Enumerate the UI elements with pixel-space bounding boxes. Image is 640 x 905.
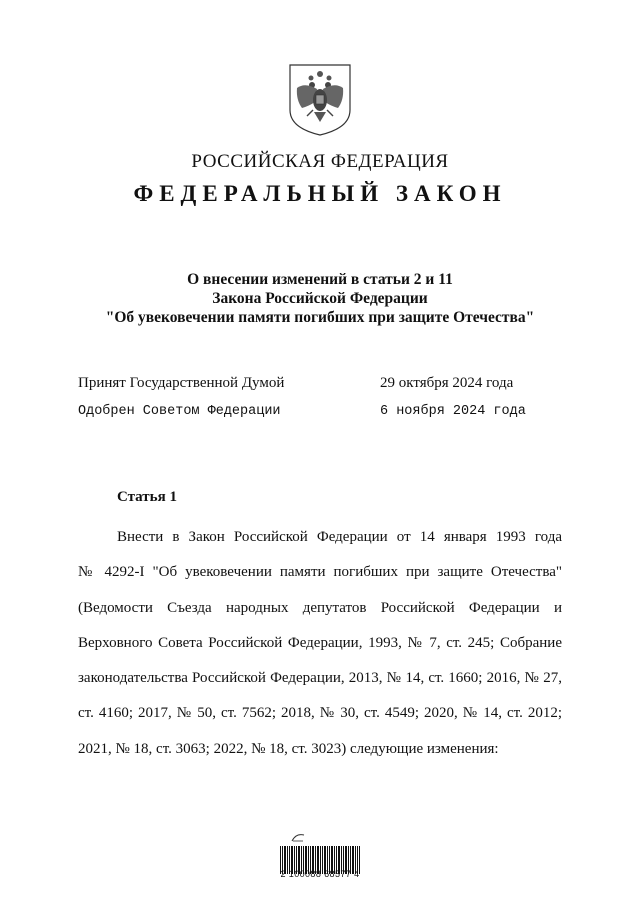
- document-type-title: ФЕДЕРАЛЬНЫЙ ЗАКОН: [133, 181, 507, 206]
- barcode-logo-icon: [290, 832, 306, 842]
- country-name: РОССИЙСКАЯ ФЕДЕРАЦИЯ: [191, 151, 449, 172]
- article-line: Верховного Совета Российской Федерации, 1993, № 7, ст. 245; Собрание: [78, 634, 562, 651]
- article-body: [78, 520, 562, 767]
- coat-of-arms-icon: [287, 62, 353, 138]
- council-approval-date: 6 ноября 2024 года: [380, 404, 526, 419]
- law-name-line: Закона Российской Федерации: [212, 290, 428, 307]
- article-line: ст. 4160; 2017, № 50, ст. 7562; 2018, № 30, ст. 4549; 2020, № 14, ст. 2012;: [78, 705, 562, 722]
- law-name-line: О внесении изменений в статьи 2 и 11: [187, 271, 453, 288]
- article-line: 2021, № 18, ст. 3063; 2022, № 18, ст. 3023) следующие изменения:: [78, 740, 499, 757]
- article-line: законодательства Российской Федерации, 2013, № 14, ст. 1660; 2016, № 27,: [78, 670, 562, 687]
- article-line: Внести в Закон Российской Федерации от 14 января 1993 года: [117, 529, 562, 545]
- article-heading: Статья 1: [117, 489, 177, 505]
- council-approval-label: Одобрен Советом Федерации: [78, 404, 281, 419]
- barcode-number: 2 100088 68577 4: [280, 869, 360, 879]
- duma-adoption-label: Принят Государственной Думой: [78, 375, 285, 391]
- duma-adoption-date: 29 октября 2024 года: [380, 375, 514, 391]
- law-name-line: "Об увековечении памяти погибших при защите Отечества": [105, 309, 535, 326]
- law-name: [0, 270, 640, 327]
- article-line: № 4292-I "Об увековечении памяти погибших при защите Отечества": [78, 564, 562, 581]
- article-line: (Ведомости Съезда народных депутатов Российской Федерации и: [78, 599, 562, 616]
